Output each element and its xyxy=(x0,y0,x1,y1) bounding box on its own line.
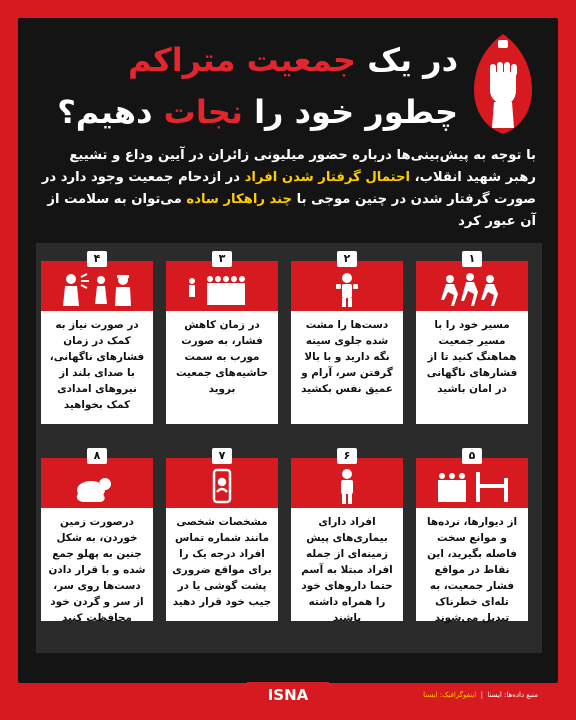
tip-number-badge: ۳ xyxy=(212,251,232,267)
crowd-diagonal-exit-icon xyxy=(182,271,262,307)
isna-logo: ISNA xyxy=(247,682,329,708)
footer-credits: منبع داده‌ها: ایسنا | اینفوگرافیک: ایسنا xyxy=(423,691,538,699)
intro-text: در ازدحام جمعیت وجود دارد در صورت گرفتار شدن در چنین موجی با xyxy=(41,170,536,207)
title-highlight: جمعیت متراکم xyxy=(127,41,357,79)
tip-card-1 xyxy=(416,252,528,424)
tip-card-6 xyxy=(291,449,403,624)
card-body xyxy=(166,311,278,424)
title-highlight: نجات xyxy=(163,93,243,131)
tips-panel xyxy=(36,243,542,653)
tip-number-badge: ۴ xyxy=(87,251,107,267)
tip-number-badge: ۷ xyxy=(212,448,232,464)
tip-text: در صورت نیاز به کمک در زمان فشارهای ناگهانی، با صدای بلند از نیروهای امدادی کمک بخواهید xyxy=(49,319,145,411)
tip-number-badge: ۶ xyxy=(337,448,357,464)
card-header xyxy=(41,261,153,311)
tip-card-8 xyxy=(41,449,153,624)
card-header xyxy=(166,261,278,311)
tip-text: دست‌ها را مشت شده جلوی سینه نگه دارید و با بالا گرفتن سر، آرام و عمیق نفس بکشید xyxy=(301,319,393,395)
tip-text: مشخصات شخصی مانند شماره تماس افراد درجه یک را برای مواقع ضروری پشت گوشی یا در جیب خود قرار دهید xyxy=(172,516,272,608)
shouting-helper-icon xyxy=(57,271,137,307)
tip-card-4 xyxy=(41,252,153,424)
intro-text: می‌توان به سلامت از آن عبور کرد xyxy=(47,192,536,229)
tip-number-badge: ۵ xyxy=(462,448,482,464)
tip-number-badge: ۸ xyxy=(87,448,107,464)
card-body xyxy=(166,508,278,621)
card-body xyxy=(416,508,528,624)
tip-text: افراد دارای بیماری‌های پیش زمینه‌ای از جمله افراد مبتلا به آسم حتما داروهای خود را همراه داشته باشند xyxy=(301,516,393,624)
raised-fist-icon xyxy=(468,32,538,136)
tip-number-badge: ۱ xyxy=(462,251,482,267)
intro-highlight: چند راهکار ساده xyxy=(186,192,293,207)
infographic-label: اینفوگرافیک: ایسنا xyxy=(423,691,477,699)
card-body xyxy=(416,311,528,424)
intro-text: با توجه به پیش‌بینی‌ها درباره حضور میلیونی زائران در آیین وداع و تشییع رهبر شهید انقلاب، xyxy=(69,148,536,185)
person-fists-raised-icon xyxy=(307,271,387,307)
tip-text: درصورت زمین خوردن، به شکل جنین به پهلو جمع شده و با قرار دادن دست‌ها روی سر، از سر و گردن خود محافظت کنید xyxy=(48,516,146,624)
card-body xyxy=(41,311,153,424)
card-header xyxy=(41,458,153,508)
tip-card-5 xyxy=(416,449,528,624)
title-part: دهیم؟ xyxy=(57,93,153,131)
card-header xyxy=(291,261,403,311)
intro-highlight: احتمال گرفتار شدن افراد xyxy=(244,170,410,185)
tip-card-3 xyxy=(166,252,278,424)
mobile-phone-icon xyxy=(182,468,262,504)
card-header xyxy=(416,261,528,311)
tip-card-7 xyxy=(166,449,278,621)
tip-text: از دیوارها، نرده‌ها و موانع سخت فاصله بگیرید، این نقاط در مواقع فشار جمعیت، به تله‌ای خطرناک تبدیل می‌شوند xyxy=(426,516,518,624)
tip-text: مسیر خود را با مسیر جمعیت هماهنگ کنید تا از فشارهای ناگهانی در امان باشید xyxy=(426,319,518,395)
title-part: چطور خود را xyxy=(254,93,458,131)
person-standing-icon xyxy=(307,468,387,504)
tip-number-badge: ۲ xyxy=(337,251,357,267)
intro-paragraph xyxy=(36,145,536,233)
page-title-line2 xyxy=(57,92,458,132)
card-header xyxy=(166,458,278,508)
source-label: منبع داده‌ها: ایسنا xyxy=(487,691,538,699)
page-title-line1 xyxy=(128,40,458,80)
crowd-running-icon xyxy=(432,271,512,307)
card-body xyxy=(291,508,403,624)
tip-text: در زمان کاهش فشار، به صورت مورب به سمت حاشیه‌های جمعیت بروید xyxy=(176,319,268,395)
card-header xyxy=(291,458,403,508)
crowd-barrier-icon xyxy=(432,468,512,504)
tip-card-2 xyxy=(291,252,403,424)
card-body xyxy=(41,508,153,624)
title-part: در یک xyxy=(367,41,458,79)
card-header xyxy=(416,458,528,508)
card-body xyxy=(291,311,403,424)
fallen-person-icon xyxy=(57,468,137,504)
